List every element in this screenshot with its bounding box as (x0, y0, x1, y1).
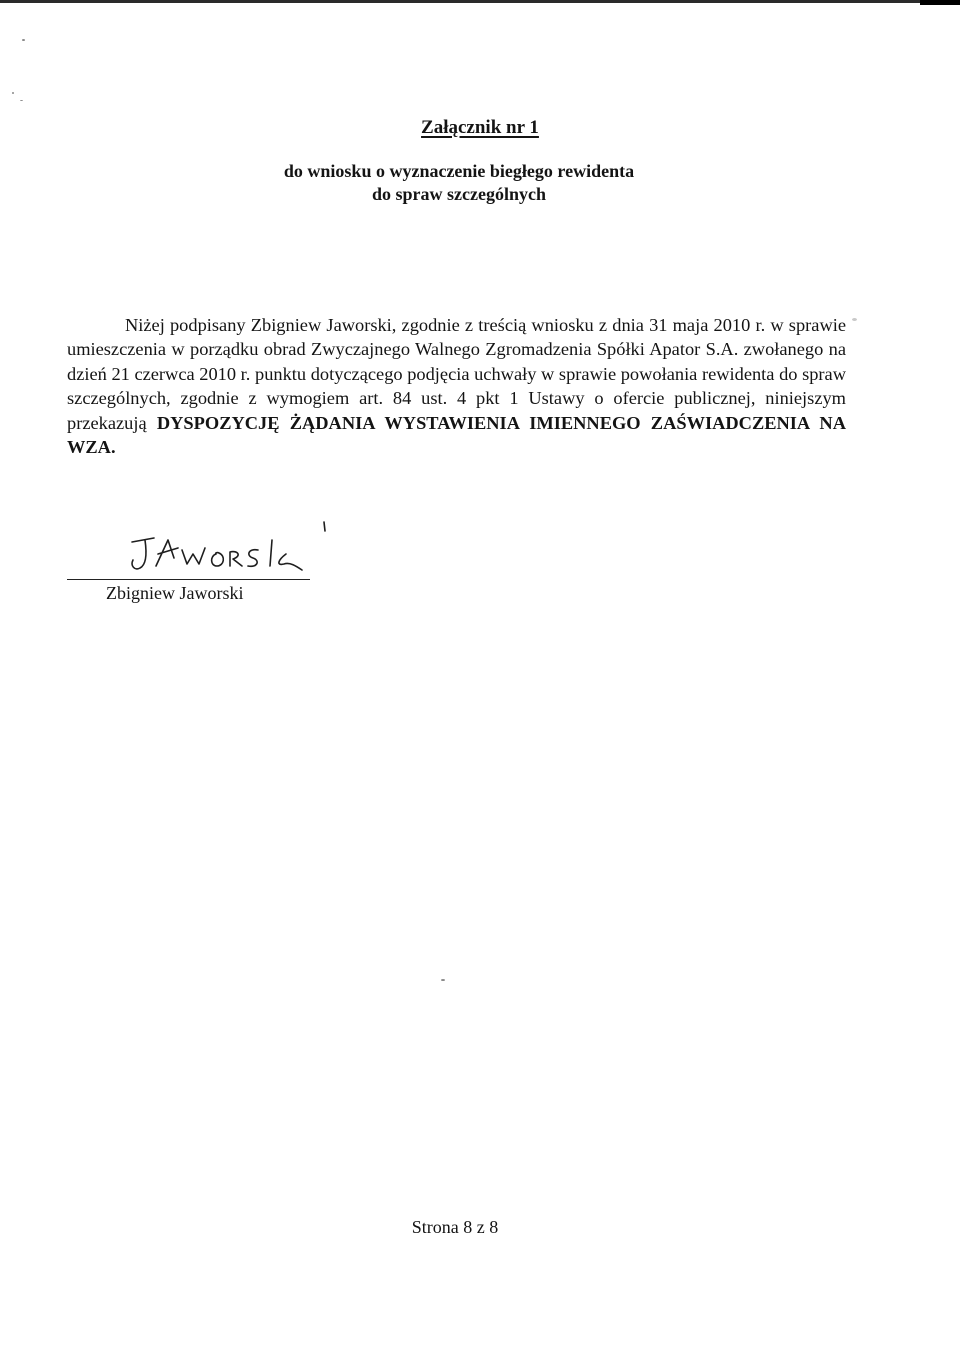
page-number: Strona 8 z 8 (411, 1217, 499, 1237)
scan-speck (441, 979, 445, 981)
scan-top-corner-mark (920, 0, 960, 5)
handwritten-signature (120, 510, 350, 586)
declaration-paragraph (67, 313, 846, 459)
signatory-name: Zbigniew Jaworski (106, 583, 244, 603)
scan-top-edge (0, 0, 960, 3)
scan-speck (12, 92, 14, 94)
attachment-title: Załącznik nr 1 (421, 117, 539, 138)
signature-line (67, 579, 310, 580)
scan-speck (20, 100, 23, 101)
declaration-text: Niżej podpisany Zbigniew Jaworski, zgodnie z treścią wniosku z dnia 31 maja 2010 r. w sprawie umieszczenia w porządku obrad Zwyczajnego Walnego Zgromadzenia Spółki Apator S.A. zwołanego na dzień 21 czerwca 2010 r. punktu dotyczącego podjęcia uchwały w sprawie powołania rewidenta do spraw szczególnych, zgodnie z wymogiem art. 84 ust. 4 pkt 1 Ustawy o ofercie publicznej, niniejszym przekazują (67, 315, 846, 433)
subtitle-line-2: do spraw szczególnych (372, 184, 546, 204)
subtitle-line-1: do wniosku o wyznaczenie biegłego rewidenta (283, 161, 635, 181)
declaration-emphasis: DYSPOZYCJĘ ŻĄDANIA WYSTAWIENIA IMIENNEGO ZAŚWIADCZENIA NA WZA. (67, 412, 846, 458)
scan-speck (22, 39, 25, 41)
scan-speck (852, 318, 857, 321)
